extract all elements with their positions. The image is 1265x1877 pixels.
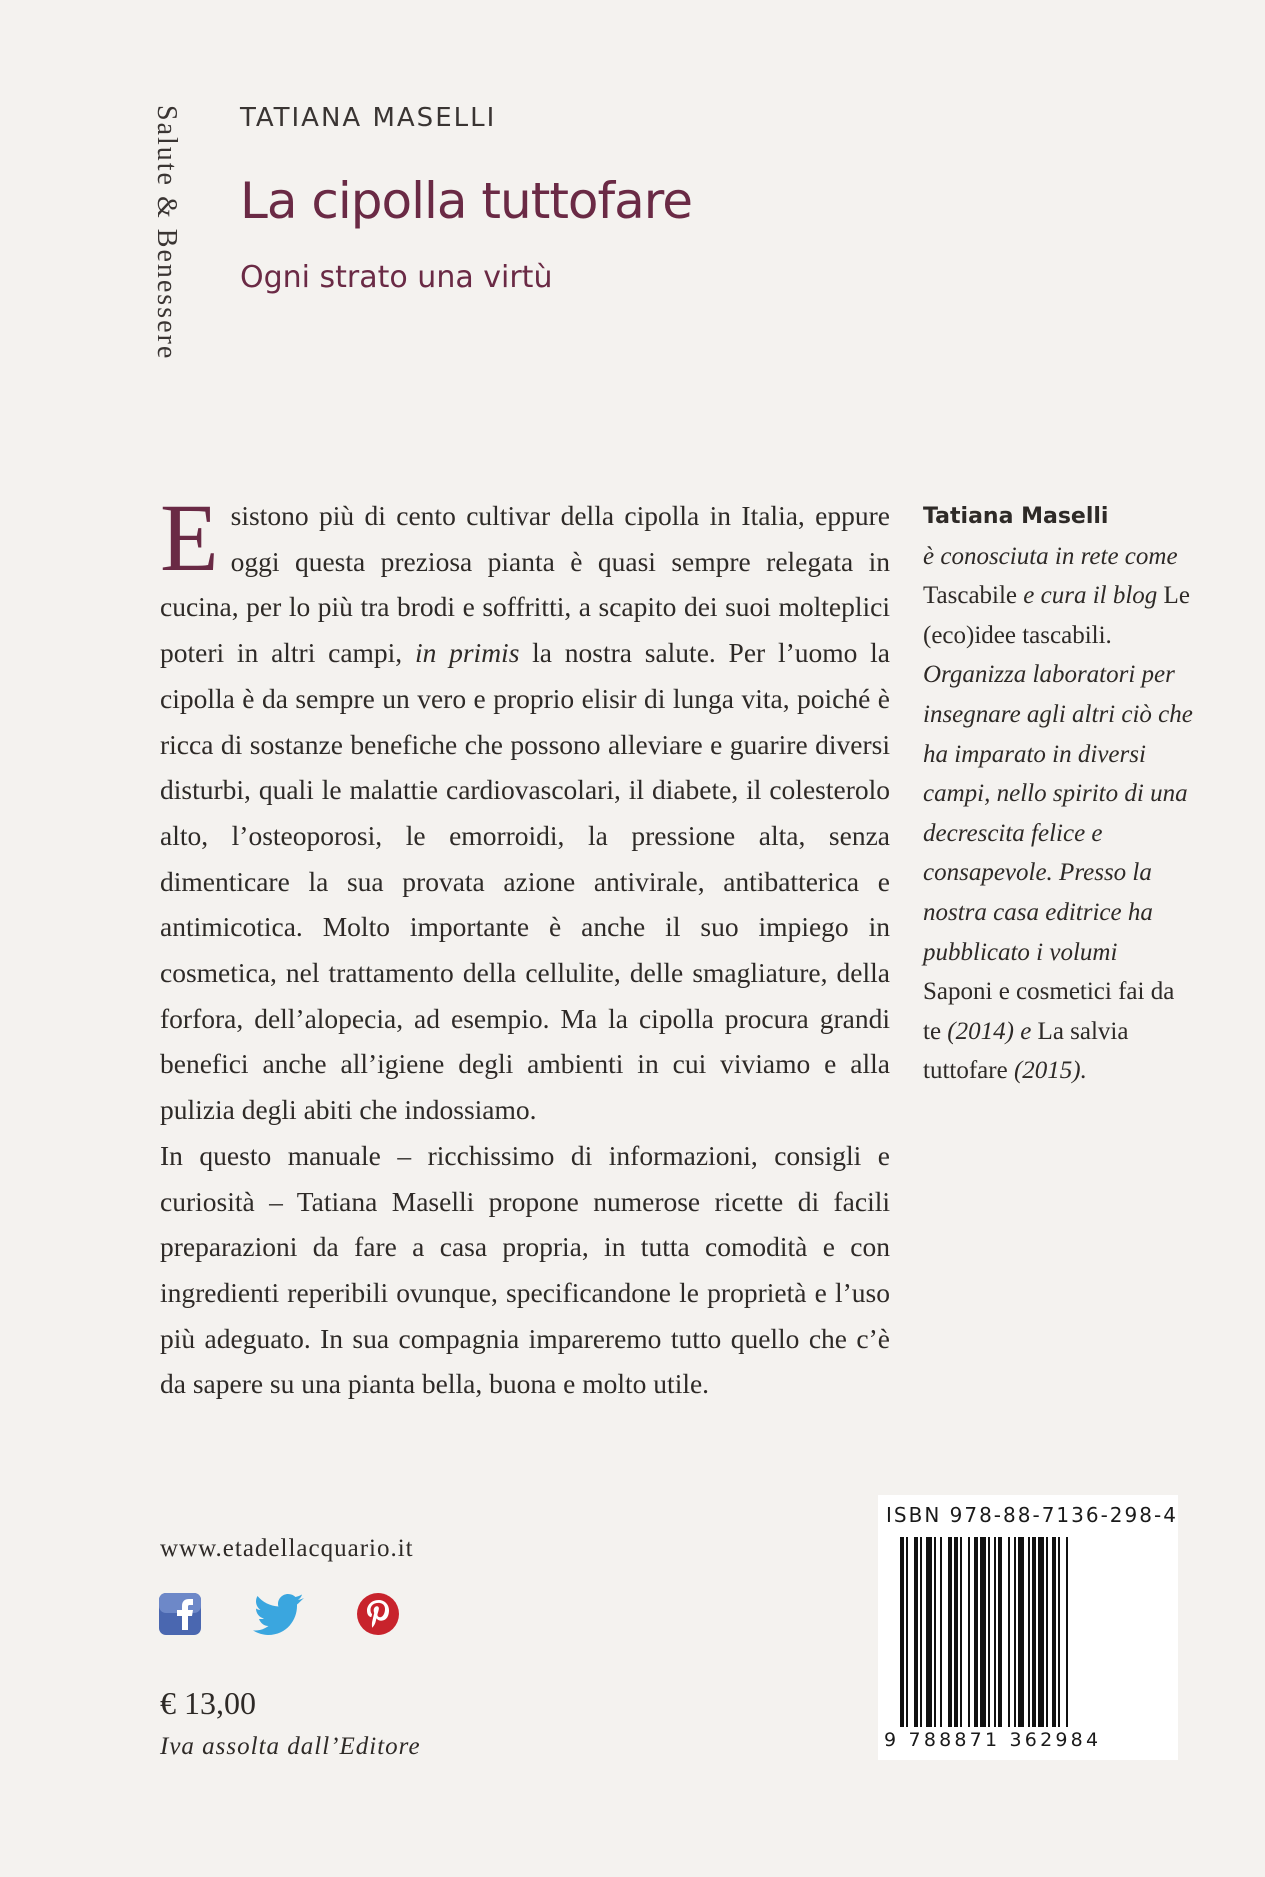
facebook-icon[interactable] [158, 1592, 202, 1641]
publisher-url[interactable]: www.etadellacquario.it [160, 1535, 414, 1562]
isbn-barcode [878, 1495, 1178, 1760]
blurb [160, 484, 891, 1407]
drop-cap: E [160, 484, 219, 591]
twitter-icon[interactable] [252, 1592, 306, 1641]
bio-author-name: Tatiana Maselli [923, 504, 1109, 529]
blurb-paragraph-2: In questo manuale – ricchissimo di informazioni, consigli e curiosità – Tatiana Maselli propone numerose ricette di facili preparazioni da fare a casa propria, in tutta comodità e con ingredienti reperibili ovunque, specificandone le proprietà e l’uso più adeguato. In sua compagnia impareremo tutto quello che c’è da sapere su una pianta bella, buona e molto utile. [160, 1139, 890, 1400]
author-name: TATIANA MASELLI [240, 103, 497, 133]
series-label: Salute & Benessere [151, 105, 182, 361]
isbn-label: ISBN 978-88-7136-298-4 [886, 1503, 1178, 1527]
price: € 13,00 [160, 1685, 256, 1721]
social-links [158, 1592, 400, 1641]
barcode-bars [878, 1495, 1178, 1760]
vat-note: Iva assolta dall’Editore [160, 1733, 421, 1760]
author-bio [923, 497, 1193, 1091]
book-subtitle: Ogni strato una virtù [240, 260, 553, 295]
pinterest-icon[interactable] [356, 1592, 400, 1641]
book-title: La cipolla tuttofare [240, 172, 692, 230]
blurb-text: sistono più di cento cultivar della cipolla in Italia, eppure oggi questa preziosa pianta è quasi sempre relegata in cucina, per lo più tra brodi e soffritti, a scapito dei suoi molteplici poteri in altri campi, [160, 500, 890, 669]
barcode-digits: 9 788871 362984 [884, 1729, 1102, 1751]
bio-text: è conosciuta in rete come Tascabile e cura il blog Le (eco)idee tascabili. Organizza laboratori per insegnare agli altri ciò che ha imparato in diversi campi, nello spirito di una decrescita felice e consapevole. Presso la nostra casa editrice ha pubblicato i volumi Saponi e cosmetici fai da te (2014) e La salvia tuttofare (2015). [923, 542, 1193, 1085]
blurb-paragraph-1 [160, 484, 891, 1133]
blurb-text: la nostra salute. Per l’uomo la cipolla è da sempre un vero e proprio elisir di lunga vita, poiché è ricca di sostanze benefiche che possono alleviare e guarire diversi disturbi, quali le malattie cardiovascolari, il diabete, il colesterolo alto, l’osteoporosi, le emorroidi, la pressione alta, senza dimenticare la sua provata azione antivirale, antibatterica e antimicotica. Molto importante è anche il suo impiego in cosmetica, nel trattamento della cellulite, delle smagliature, della forfora, dell’alopecia, ad esempio. Ma la cipolla procura grandi benefici anche all’igiene degli ambienti in cui viviamo e alla pulizia degli abiti che indossiamo. [160, 637, 891, 1126]
blurb-emphasis: in primis [414, 637, 520, 669]
